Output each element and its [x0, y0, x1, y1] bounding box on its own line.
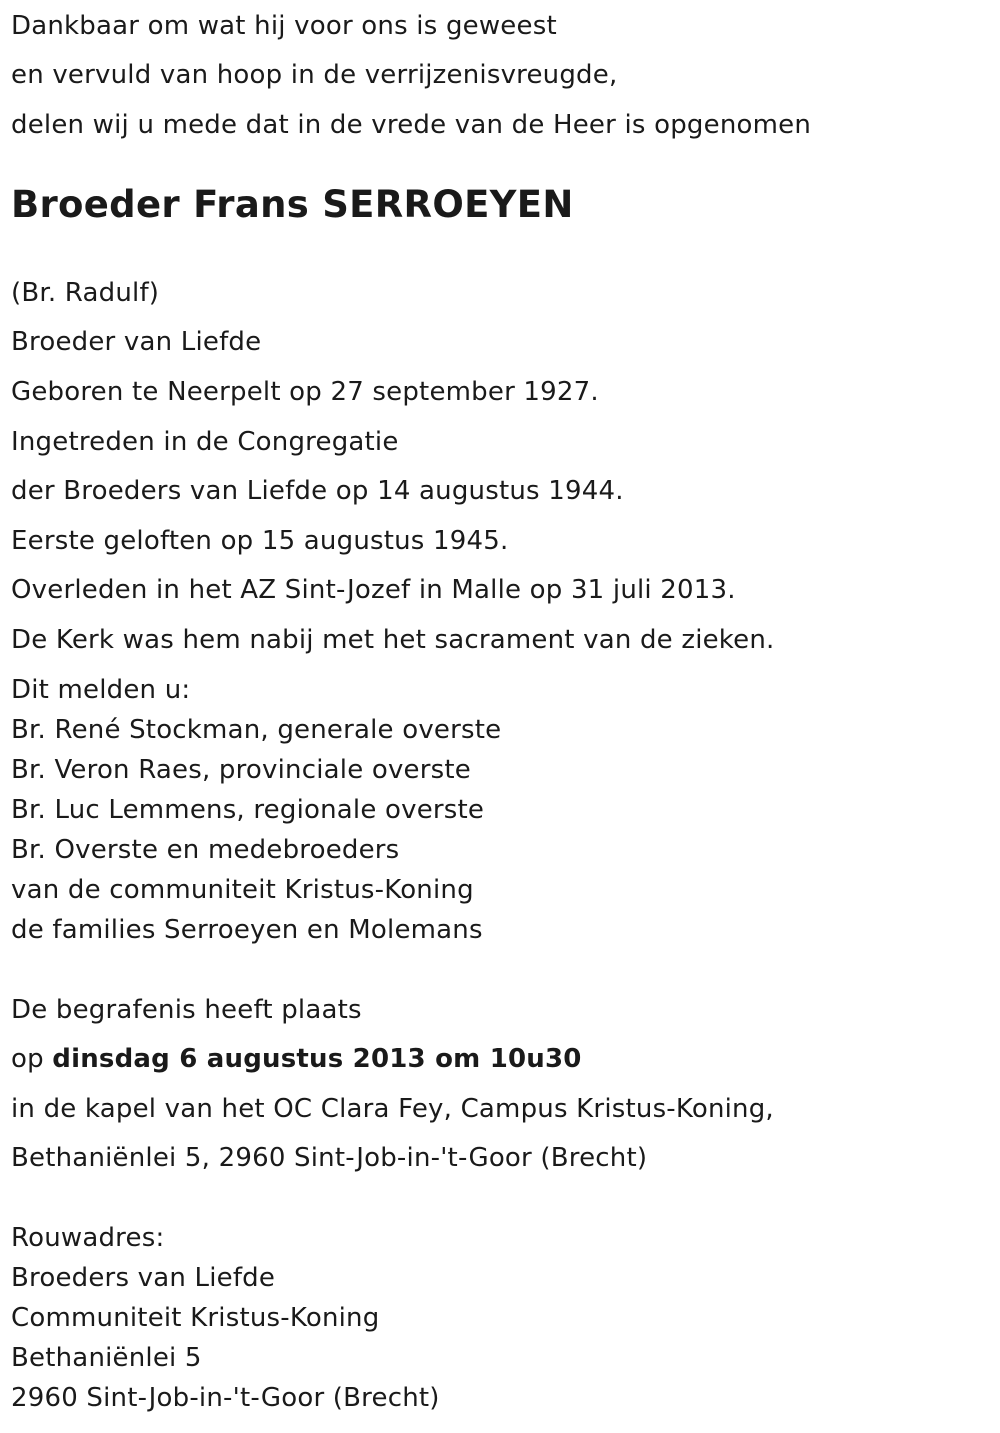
- deceased-name: Broeder Frans SERROEYEN: [11, 183, 574, 226]
- funeral-date: dinsdag 6 augustus 2013 om 10u30: [52, 1044, 582, 1074]
- intro-line-2: en vervuld van hoop in de verrijzenisvreugde,: [11, 60, 618, 90]
- announcer-2: Br. Veron Raes, provinciale overste: [11, 755, 471, 785]
- detail-order: Broeder van Liefde: [11, 327, 262, 357]
- intro-line-3: delen wij u mede dat in de vrede van de Heer is opgenomen: [11, 110, 812, 140]
- detail-entry-2: der Broeders van Liefde op 14 augustus 1944.: [11, 476, 624, 506]
- announcer-4: Br. Overste en medebroeders: [11, 835, 400, 865]
- mourning-address-line-2: Communiteit Kristus-Koning: [11, 1303, 380, 1333]
- funeral-date-prefix: op: [11, 1044, 53, 1074]
- intro-line-1: Dankbaar om wat hij voor ons is geweest: [11, 11, 557, 41]
- funeral-location: in de kapel van het OC Clara Fey, Campus Kristus-Koning,: [11, 1094, 774, 1124]
- announcer-5: van de communiteit Kristus-Koning: [11, 875, 474, 905]
- mourning-address-heading: Rouwadres:: [11, 1223, 165, 1253]
- detail-vows: Eerste geloften op 15 augustus 1945.: [11, 526, 509, 556]
- detail-religious-name: (Br. Radulf): [11, 278, 160, 308]
- detail-sacrament: De Kerk was hem nabij met het sacrament van de zieken.: [11, 625, 775, 655]
- funeral-address: Bethaniënlei 5, 2960 Sint-Job-in-'t-Goor (Brecht): [11, 1143, 648, 1173]
- mourning-address-line-3: Bethaniënlei 5: [11, 1343, 202, 1373]
- announcer-1: Br. René Stockman, generale overste: [11, 715, 502, 745]
- announcer-3: Br. Luc Lemmens, regionale overste: [11, 795, 485, 825]
- detail-birth: Geboren te Neerpelt op 27 september 1927.: [11, 377, 599, 407]
- announcers-heading: Dit melden u:: [11, 675, 191, 705]
- mourning-address-line-4: 2960 Sint-Job-in-'t-Goor (Brecht): [11, 1383, 440, 1413]
- detail-entry-1: Ingetreden in de Congregatie: [11, 427, 399, 457]
- mourning-address-line-1: Broeders van Liefde: [11, 1263, 276, 1293]
- funeral-intro: De begrafenis heeft plaats: [11, 995, 362, 1025]
- announcer-6: de families Serroeyen en Molemans: [11, 915, 483, 945]
- funeral-date-line: [11, 1043, 582, 1075]
- detail-death: Overleden in het AZ Sint-Jozef in Malle op 31 juli 2013.: [11, 575, 736, 605]
